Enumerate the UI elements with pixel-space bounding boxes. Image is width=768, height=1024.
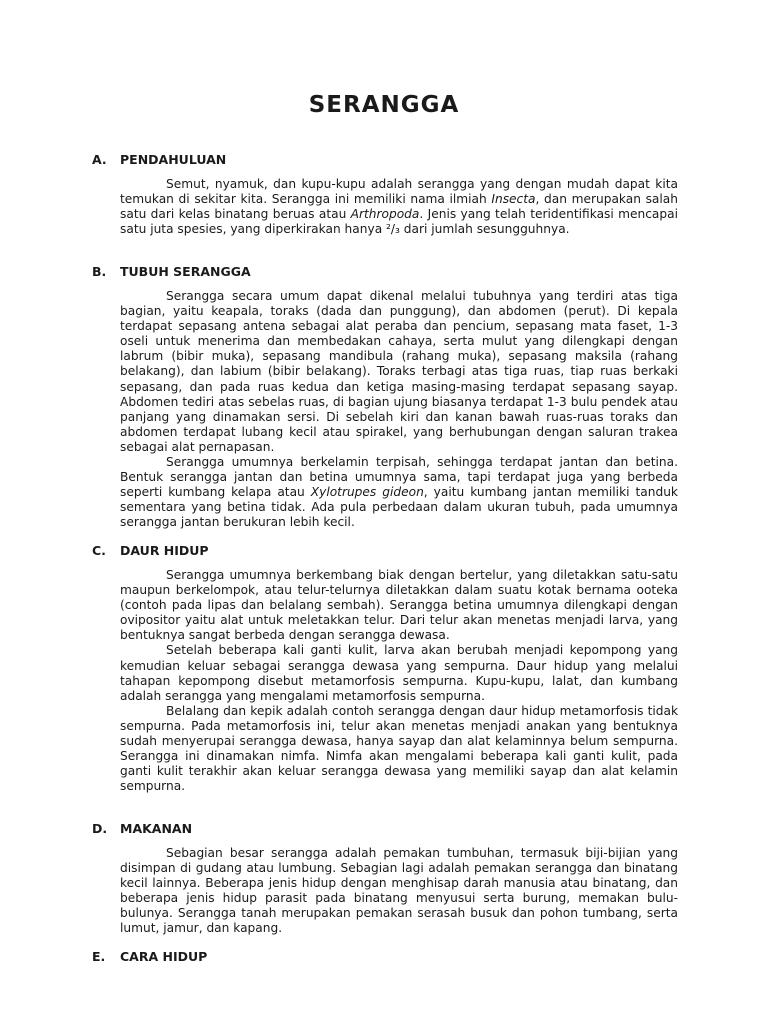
section-body [92,568,678,794]
paragraph: Belalang dan kepik adalah contoh serangga dengan daur hidup metamorfosis tidak sempurna. Pada metamorfosis ini, telur akan menetas menjadi anakan yang bentuknya sudah menyerupai serangga dewasa, hanya sayap dan alat kelaminnya belum sempurna. Serangga ini dinamakan nimfa. Nimfa akan mengalami beberapa kali ganti kulit, pada ganti kulit terakhir akan keluar serangga dewasa yang memiliki sayap dan alat kelamin sempurna. [120,703,678,794]
section-makanan [92,821,678,937]
section-pendahuluan [92,152,678,237]
paragraph: Setelah beberapa kali ganti kulit, larva akan berubah menjadi kepompong yang kemudian keluar sebagai serangga dewasa yang sempurna. Daur hidup yang melalui tahapan kepompong disebut metamorfosis sempurna. Kupu-kupu, lalat, dan kumbang adalah serangga yang mengalami metamorfosis sempurna. [120,643,678,703]
section-letter: E. [92,949,106,964]
italic-term: Xylotrupes gideon [310,485,424,500]
section-heading [92,949,678,964]
section-heading [92,543,678,558]
paragraph: Serangga secara umum dapat dikenal melalui tubuhnya yang terdiri atas tiga bagian, yaitu keapala, toraks (dada dan punggung), dan abdomen (perut). Di kepala terdapat sepasang antena sebagai alat peraba dan pencium, sepasang mata faset, 1-3 oseli untuk menerima dan membedakan cahaya, serta mulut yang dilengkapi dengan labrum (bibir muka), sepasang mandibula (rahang muka), sepasang maksila (rahang belakang), dan labium (bibir belakang). Toraks terbagi atas tiga ruas, tiap ruas berkaki sepasang, dan pada ruas kedua dan ketiga masing-masing terdapat sepasang sayap. Abdomen tediri atas sebelas ruas, di bagian ujung biasanya terdapat 1-3 bulu pendek atau panjang yang dinamakan sersi. Di sebelah kiri dan kanan bawah ruas-ruas toraks dan abdomen terdapat lubang kecil atau spirakel, yang berhubungan dengan saluran trakea sebagai alat pernapasan. [120,289,678,454]
section-body [92,846,678,937]
italic-term: Arthropoda [350,207,420,222]
section-title: TUBUH SERANGGA [120,264,251,279]
paragraph: Semut, nyamuk, dan kupu-kupu adalah serangga yang dengan mudah dapat kita temukan di sekitar kita. Serangga ini memiliki nama ilmiah Insecta, dan merupakan salah satu dari kelas binatang beruas atau Arthropoda. Jenis yang telah teridentifikasi mencapai satu juta spesies, yang diperkirakan hanya ²/₃ dari jumlah sesungguhnya. [120,177,678,237]
document-title: SERANGGA [308,92,460,118]
section-heading [92,264,678,279]
section-body [92,289,678,531]
paragraph: Sebagian besar serangga adalah pemakan tumbuhan, termasuk biji-bijian yang disimpan di gudang atau lumbung. Sebagian lagi adalah pemakan serangga dan binatang kecil lainnya. Beberapa jenis hidup dengan menghisap darah manusia atau binatang, dan beberapa jenis hidup parasit pada binatang menyusui serta burung, memakan bulu-bulunya. Serangga tanah merupakan pemakan serasah busuk dan pohon tumbang, serta lumut, jamur, dan kapang. [120,846,678,936]
section-title: CARA HIDUP [120,949,208,964]
section-title: PENDAHULUAN [120,152,227,167]
section-title: MAKANAN [120,821,193,836]
paragraph: Serangga umumnya berkembang biak dengan bertelur, yang diletakkan satu-satu maupun berkelompok, atau telur-telurnya diletakkan dalam suatu kotak bernama ooteka (contoh pada lipas dan belalang sembah). Serangga betina umumnya dilengkapi dengan ovipositor yaitu alat untuk meletakkan telur. Dari telur akan menetas menjadi larva, yang bentuknya sangat berbeda dengan serangga dewasa. [120,568,678,643]
section-heading [92,152,678,167]
section-daur-hidup [92,543,678,794]
italic-term: Insecta [491,192,536,207]
section-tubuh-serangga [92,264,678,531]
section-letter: A. [92,152,107,167]
section-title: DAUR HIDUP [120,543,209,558]
paragraph: Serangga umumnya berkelamin terpisah, sehingga terdapat jantan dan betina. Bentuk serangga jantan dan betina umumnya sama, tapi terdapat juga yang berbeda seperti kumbang kelapa atau Xylotrupes gideon, yaitu kumbang jantan memiliki tanduk sementara yang betina tidak. Ada pula perbedaan dalam ukuran tubuh, pada umumnya serangga jantan berukuran lebih kecil. [120,455,678,530]
section-body [92,177,678,237]
section-letter: C. [92,543,106,558]
section-heading [92,821,678,836]
section-letter: D. [92,821,108,836]
section-letter: B. [92,264,107,279]
section-cara-hidup [92,949,678,974]
